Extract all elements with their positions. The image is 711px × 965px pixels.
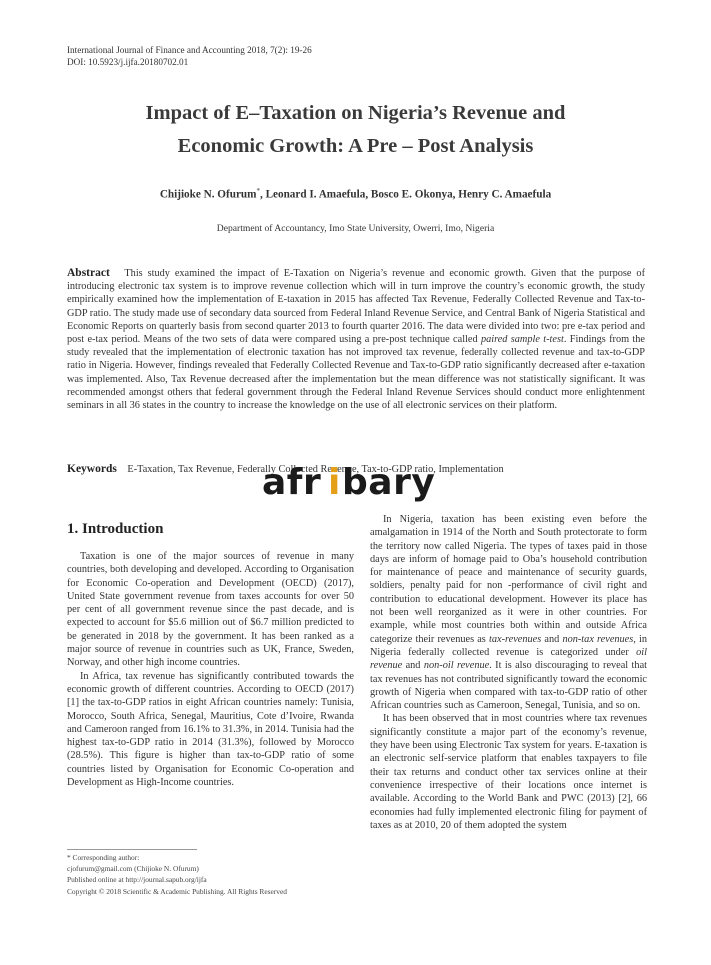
footnote-email: cjofurum@gmail.com (Chijioke N. Ofurum) xyxy=(67,864,199,874)
abstract-text-part-2: . Findings from the study revealed that the implementation of electronic taxation has not improved tax revenue, federally collected revenue and tax-to-GDP ratio in Nigeria. However, findings revealed that Federally Collected Revenue and Tax-to-GDP ratio significantly decreased after e-taxation was implemented. Also, Tax Revenue decreased after the implementation but the mean difference was not statistically significant. It was recommended amongst others that federal government through the Federal Inland Revenue Services should conduct more enlightenment seminars in all 36 states in the country to increase the knowledge on the use of all electronic services on their platform. xyxy=(67,334,645,412)
title-line-2: Economic Growth: A Pre – Post Analysis xyxy=(177,135,534,157)
footnote-corresponding: * Corresponding author: xyxy=(67,853,140,862)
right-paragraph-1 xyxy=(370,513,647,712)
abstract-italic-term: paired sample t-test xyxy=(480,334,564,346)
rp1-italic-non-oil: non-oil revenue xyxy=(423,660,490,672)
rp1-italic-oil-revenue: oil revenue xyxy=(370,646,647,672)
rp1-italic-tax-revenues: tax-revenues xyxy=(489,633,542,645)
footnotes xyxy=(67,852,287,897)
right-paragraph-2: It has been observed that in most countries where tax revenues significantly constitute a major part of the economy’s revenue, they have been using Electronic Tax system for years. E-taxation is an electronic self-service platform that enables taxpayers to file their tax returns and conduct other tax services online at their convenience irrespective of their locations once internet is available. According to the World Bank and PWC (2013) [2], 66 economies had fully implemented electronic filing for payment of taxes as at 2010, 20 of them adopted the system xyxy=(370,713,647,831)
title-line-1: Impact of E–Taxation on Nigeria’s Revenue and xyxy=(145,102,566,124)
author-list xyxy=(60,187,651,201)
rp1-text-c: , in Nigeria federally collected revenue is categorized under xyxy=(370,633,648,658)
first-author: Chijioke N. Ofurum xyxy=(159,188,257,201)
corresponding-mark: * xyxy=(256,187,260,195)
watermark-part-2: i xyxy=(328,462,341,503)
journal-header xyxy=(67,44,312,68)
rp1-text-b: and xyxy=(544,633,560,645)
affiliation: Department of Accountancy, Imo State University, Owerri, Imo, Nigeria xyxy=(216,223,495,234)
footnote-divider xyxy=(67,849,197,850)
doi-line: DOI: 10.5923/j.ijfa.20180702.01 xyxy=(67,57,189,67)
section-heading-introduction: 1. Introduction xyxy=(67,521,164,537)
afribary-watermark-logo xyxy=(262,462,450,504)
intro-paragraph-1: Taxation is one of the major sources of revenue in many countries, both developing and developed. According to Organisation for Economic Co-operation and Development (OECD) (2017), United State government revenue from taxes accounts for over 50 per cent of all government revenue since the past decade, and is expected to account for $5.6 million out of $6.7 million predicted to be generated in 2018 by the government. It has been ranked as a major source of revenue in countries such as UK, France, Sweden, Norway, and other high income countries. xyxy=(67,551,354,669)
right-column xyxy=(370,513,647,832)
left-column xyxy=(67,550,354,789)
rp1-text-a: In Nigeria, taxation has been existing even before the amalgamation in 1914 of the North and South protectorate to form the territory now called Nigeria. The types of taxes paid in those days are inform of homage paid to Oba’s household contribution for maintenance of peace and maintenance of security guards, soldiers, penalty paid for non -performance of civil right and contribution to educational development. However its place has not been well reorganized as it were in other countries. For example, while most countries both within and outside Africa categorize their revenues as xyxy=(370,514,647,645)
co-authors: , Leonard I. Amaefula, Bosco E. Okonya, Henry C. Amaefula xyxy=(259,188,552,201)
rp1-italic-non-tax: non-tax revenues xyxy=(562,633,634,645)
footnote-published: Published online at http://journal.sapub.org/ijfa xyxy=(67,875,207,885)
rp1-text-d: and xyxy=(405,660,421,672)
footnote-copyright: Copyright © 2018 Scientific & Academic Publishing. All Rights Reserved xyxy=(67,886,287,896)
abstract xyxy=(67,267,645,412)
keywords-label: Keywords xyxy=(67,463,117,475)
paper-title xyxy=(60,97,651,163)
abstract-text-part-1: This study examined the impact of E-Taxation on Nigeria’s revenue and economic growth. Given that the purpose of introducing electronic tax system is to improve revenue collection which will in turn improve the country’s economic growth, the study empirically examined how the implementation of E-taxation in 2015 has affected Tax Revenue, Federally Collected Revenue and Tax-to-GDP ratio. The study made use of secondary data sourced from Federal Inland Revenue Service, and Central Bank of Nigeria Statistical and Economic Reports on quarterly basis from second quarter 2013 to fourth quarter 2016. The data were divided into two: pre e-tax period and post e-tax period. Means of the two sets of data were compared using a pre-post technique called xyxy=(67,268,645,346)
watermark-part-3: bary xyxy=(342,462,436,503)
journal-citation: International Journal of Finance and Accounting 2018, 7(2): 19-26 xyxy=(67,45,312,55)
watermark-part-1: afr xyxy=(262,462,322,503)
intro-paragraph-2: In Africa, tax revenue has significantly contributed towards the economic growth of different countries. According to OECD (2017) [1] the tax-to-GDP ratios in eight African countries namely: Tunisia, Morocco, South Africa, Senegal, Mauritius, Cote d’Ivoire, Rwanda and Cameroon ranged from 16.1% to 31.3%, in 2014. Tunisia had the highest tax-to-GDP ratio in 2014 (31.3%), followed by Morocco (28.5%). This figure is higher than tax-to-GDP ratio of some countries listed by Organisation for Economic Co-operation and Development as High-Income countries. xyxy=(67,670,354,789)
keywords-text: E-Taxation, Tax Revenue, Federally Collected Revenue, Tax-to-GDP ratio, Implementation xyxy=(127,464,504,475)
abstract-label: Abstract xyxy=(67,267,110,279)
rp1-text-e: . It is also discouraging to reveal that tax revenues has not contributed significantly toward the economic growth of Nigeria when compared with tax-to-GDP ratio of other African countries such as Cameroon, Senegal, Tunisia, and so on. xyxy=(370,660,647,712)
